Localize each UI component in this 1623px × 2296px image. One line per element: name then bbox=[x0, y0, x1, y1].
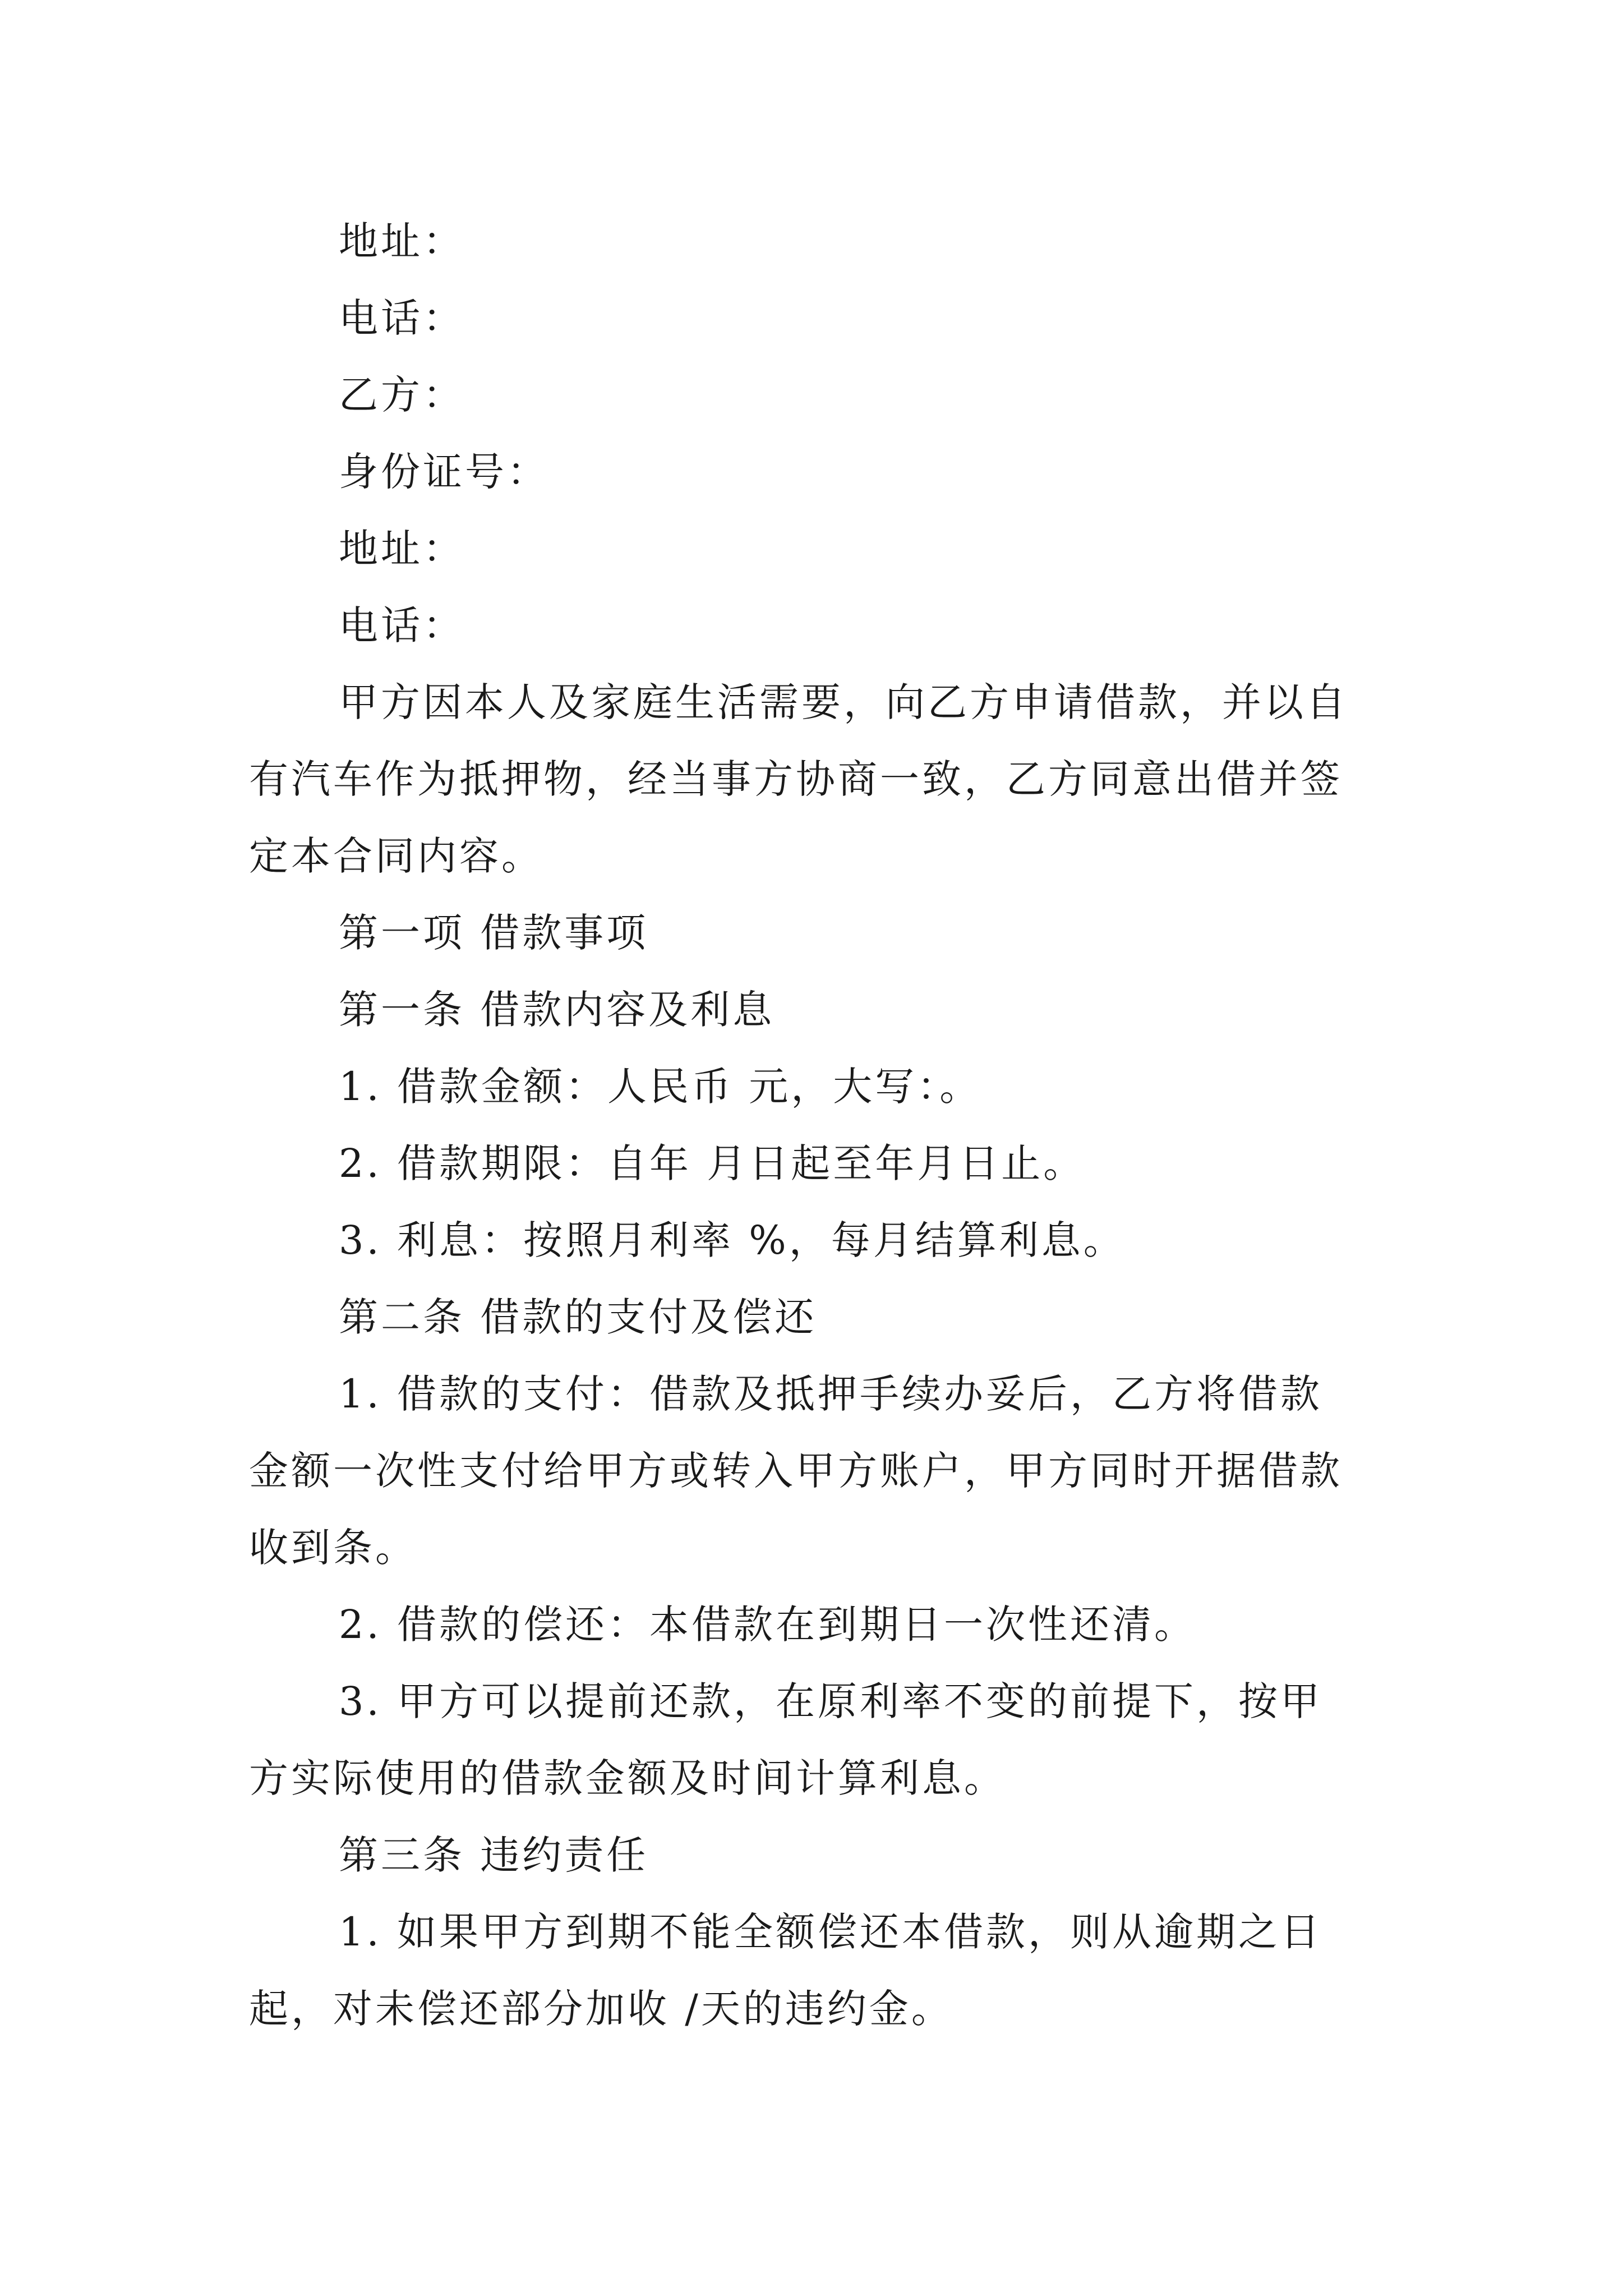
preamble-line-3: 定本合同内容。 bbox=[249, 833, 543, 879]
party-b-id-number-label: 身份证号： bbox=[339, 449, 549, 495]
article-2-item-3-line-1: 3. 甲方可以提前还款，在原利率不变的前提下，按甲 bbox=[339, 1678, 1323, 1724]
party-a-address-label: 地址： bbox=[339, 218, 465, 264]
article-3-heading: 第三条 违约责任 bbox=[339, 1832, 649, 1878]
section-1-heading: 第一项 借款事项 bbox=[339, 910, 649, 956]
article-1-item-3: 3. 利息：按照月利率 %，每月结算利息。 bbox=[339, 1217, 1126, 1263]
article-3-item-1-line-1: 1. 如果甲方到期不能全额偿还本借款，则从逾期之日 bbox=[339, 1909, 1323, 1955]
article-2-item-1-line-1: 1. 借款的支付：借款及抵押手续办妥后，乙方将借款 bbox=[339, 1371, 1323, 1417]
article-1-item-2: 2. 借款期限：自年 月日起至年月日止。 bbox=[339, 1140, 1086, 1186]
article-2-item-3-line-2: 方实际使用的借款金额及时间计算利息。 bbox=[249, 1755, 1006, 1801]
article-1-item-1: 1. 借款金额：人民币 元，大写：。 bbox=[339, 1064, 982, 1110]
article-2-item-2: 2. 借款的偿还：本借款在到期日一次性还清。 bbox=[339, 1602, 1197, 1648]
article-2-item-1-line-2: 金额一次性支付给甲方或转入甲方账户，甲方同时开据借款 bbox=[249, 1448, 1343, 1494]
article-3-item-1-line-2: 起，对未偿还部分加收 /天的违约金。 bbox=[249, 1986, 953, 2032]
article-2-item-1-line-3: 收到条。 bbox=[249, 1525, 417, 1571]
article-2-heading: 第二条 借款的支付及偿还 bbox=[339, 1294, 817, 1340]
preamble-line-1: 甲方因本人及家庭生活需要，向乙方申请借款，并以自 bbox=[339, 679, 1348, 725]
party-b-address-label: 地址： bbox=[339, 526, 465, 572]
party-a-phone-label: 电话： bbox=[339, 295, 465, 341]
article-1-heading: 第一条 借款内容及利息 bbox=[339, 987, 775, 1033]
party-b-phone-label: 电话： bbox=[339, 602, 465, 648]
preamble-line-2: 有汽车作为抵押物，经当事方协商一致，乙方同意出借并签 bbox=[249, 756, 1343, 802]
party-b-label: 乙方： bbox=[339, 372, 465, 418]
